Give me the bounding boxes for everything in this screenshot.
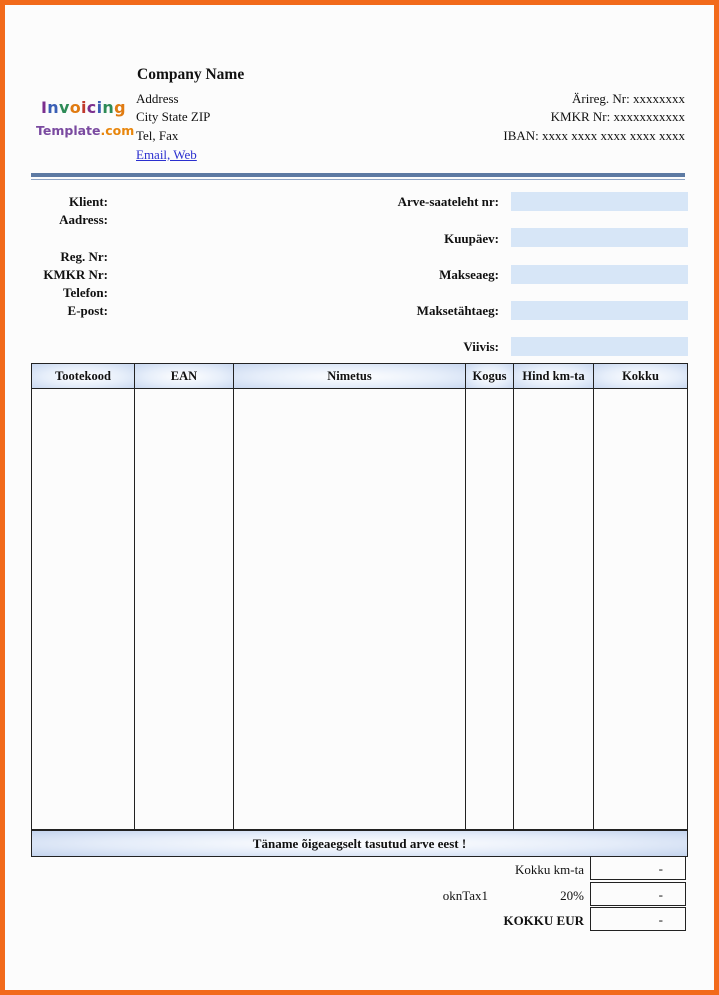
tax-value: - bbox=[590, 882, 686, 906]
total-value: - bbox=[590, 907, 686, 931]
logo-com-word: .com bbox=[100, 123, 135, 138]
column-header: Kokku bbox=[594, 364, 688, 389]
table-header-row bbox=[32, 364, 688, 389]
company-address: Address bbox=[136, 91, 179, 106]
reg-nr-label: Reg. Nr: bbox=[60, 249, 108, 264]
logo-letter: c bbox=[86, 98, 97, 117]
due-date-label: Maksetähtaeg: bbox=[416, 303, 499, 318]
date-field[interactable] bbox=[511, 228, 688, 247]
total-label: KOKKU EUR bbox=[503, 913, 584, 928]
company-city: City State ZIP bbox=[136, 109, 211, 124]
logo-letter: i bbox=[96, 98, 103, 117]
table-cell[interactable] bbox=[32, 389, 135, 830]
column-header: Hind km-ta bbox=[514, 364, 594, 389]
logo-letter: i bbox=[81, 98, 87, 117]
table-cell[interactable] bbox=[135, 389, 234, 830]
table-cell[interactable] bbox=[466, 389, 514, 830]
reference-label: Viivis: bbox=[463, 339, 499, 354]
kmkr-nr-label: KMKR Nr: bbox=[43, 267, 108, 282]
header-divider bbox=[31, 173, 685, 177]
company-phone: Tel, Fax bbox=[136, 128, 179, 143]
thank-you-note: Täname õigeaegselt tasutud arve eest ! bbox=[31, 830, 688, 857]
date-label: Kuupäev: bbox=[444, 231, 499, 246]
logo-invoicing bbox=[41, 98, 126, 117]
logo-template-word: Template bbox=[36, 123, 101, 138]
logo-letter: o bbox=[69, 98, 81, 117]
column-header: Kogus bbox=[466, 364, 514, 389]
email-label: E-post: bbox=[67, 303, 108, 318]
company-contact-link[interactable]: Email, Web bbox=[136, 147, 197, 162]
invoice-nr-label: Arve-saateleht nr: bbox=[397, 194, 499, 209]
reference-field[interactable] bbox=[511, 337, 688, 356]
subtotal-label: Kokku km-ta bbox=[515, 862, 584, 877]
tax-rate: 20% bbox=[560, 888, 584, 903]
subtotal-value: - bbox=[590, 856, 686, 880]
registry-reg-nr: Ärireg. Nr: xxxxxxxx bbox=[571, 91, 685, 106]
table-cell[interactable] bbox=[514, 389, 594, 830]
payment-term-field[interactable] bbox=[511, 265, 688, 284]
items-table bbox=[31, 363, 688, 830]
logo-letter: n bbox=[102, 98, 115, 117]
table-cell[interactable] bbox=[234, 389, 466, 830]
due-date-field[interactable] bbox=[511, 301, 688, 320]
logo-letter: g bbox=[114, 98, 126, 117]
logo-letter: n bbox=[47, 98, 59, 117]
tax-label: oknTax1 bbox=[442, 888, 488, 903]
table-row bbox=[32, 389, 688, 830]
phone-label: Telefon: bbox=[62, 285, 108, 300]
company-name: Company Name bbox=[137, 66, 245, 83]
logo-letter: I bbox=[41, 98, 48, 117]
registry-kmkr-nr: KMKR Nr: xxxxxxxxxxx bbox=[550, 109, 685, 124]
column-header: EAN bbox=[135, 364, 234, 389]
header-divider-thin bbox=[31, 179, 685, 180]
payment-term-label: Makseaeg: bbox=[439, 267, 499, 282]
column-header: Tootekood bbox=[32, 364, 135, 389]
table-cell[interactable] bbox=[594, 389, 688, 830]
invoice-nr-field[interactable] bbox=[511, 192, 688, 211]
logo-template-com bbox=[36, 123, 134, 138]
address-label: Aadress: bbox=[59, 212, 108, 227]
logo-letter: v bbox=[58, 98, 70, 117]
column-header: Nimetus bbox=[234, 364, 466, 389]
client-label: Klient: bbox=[69, 194, 108, 209]
registry-iban: IBAN: xxxx xxxx xxxx xxxx xxxx bbox=[503, 128, 685, 143]
